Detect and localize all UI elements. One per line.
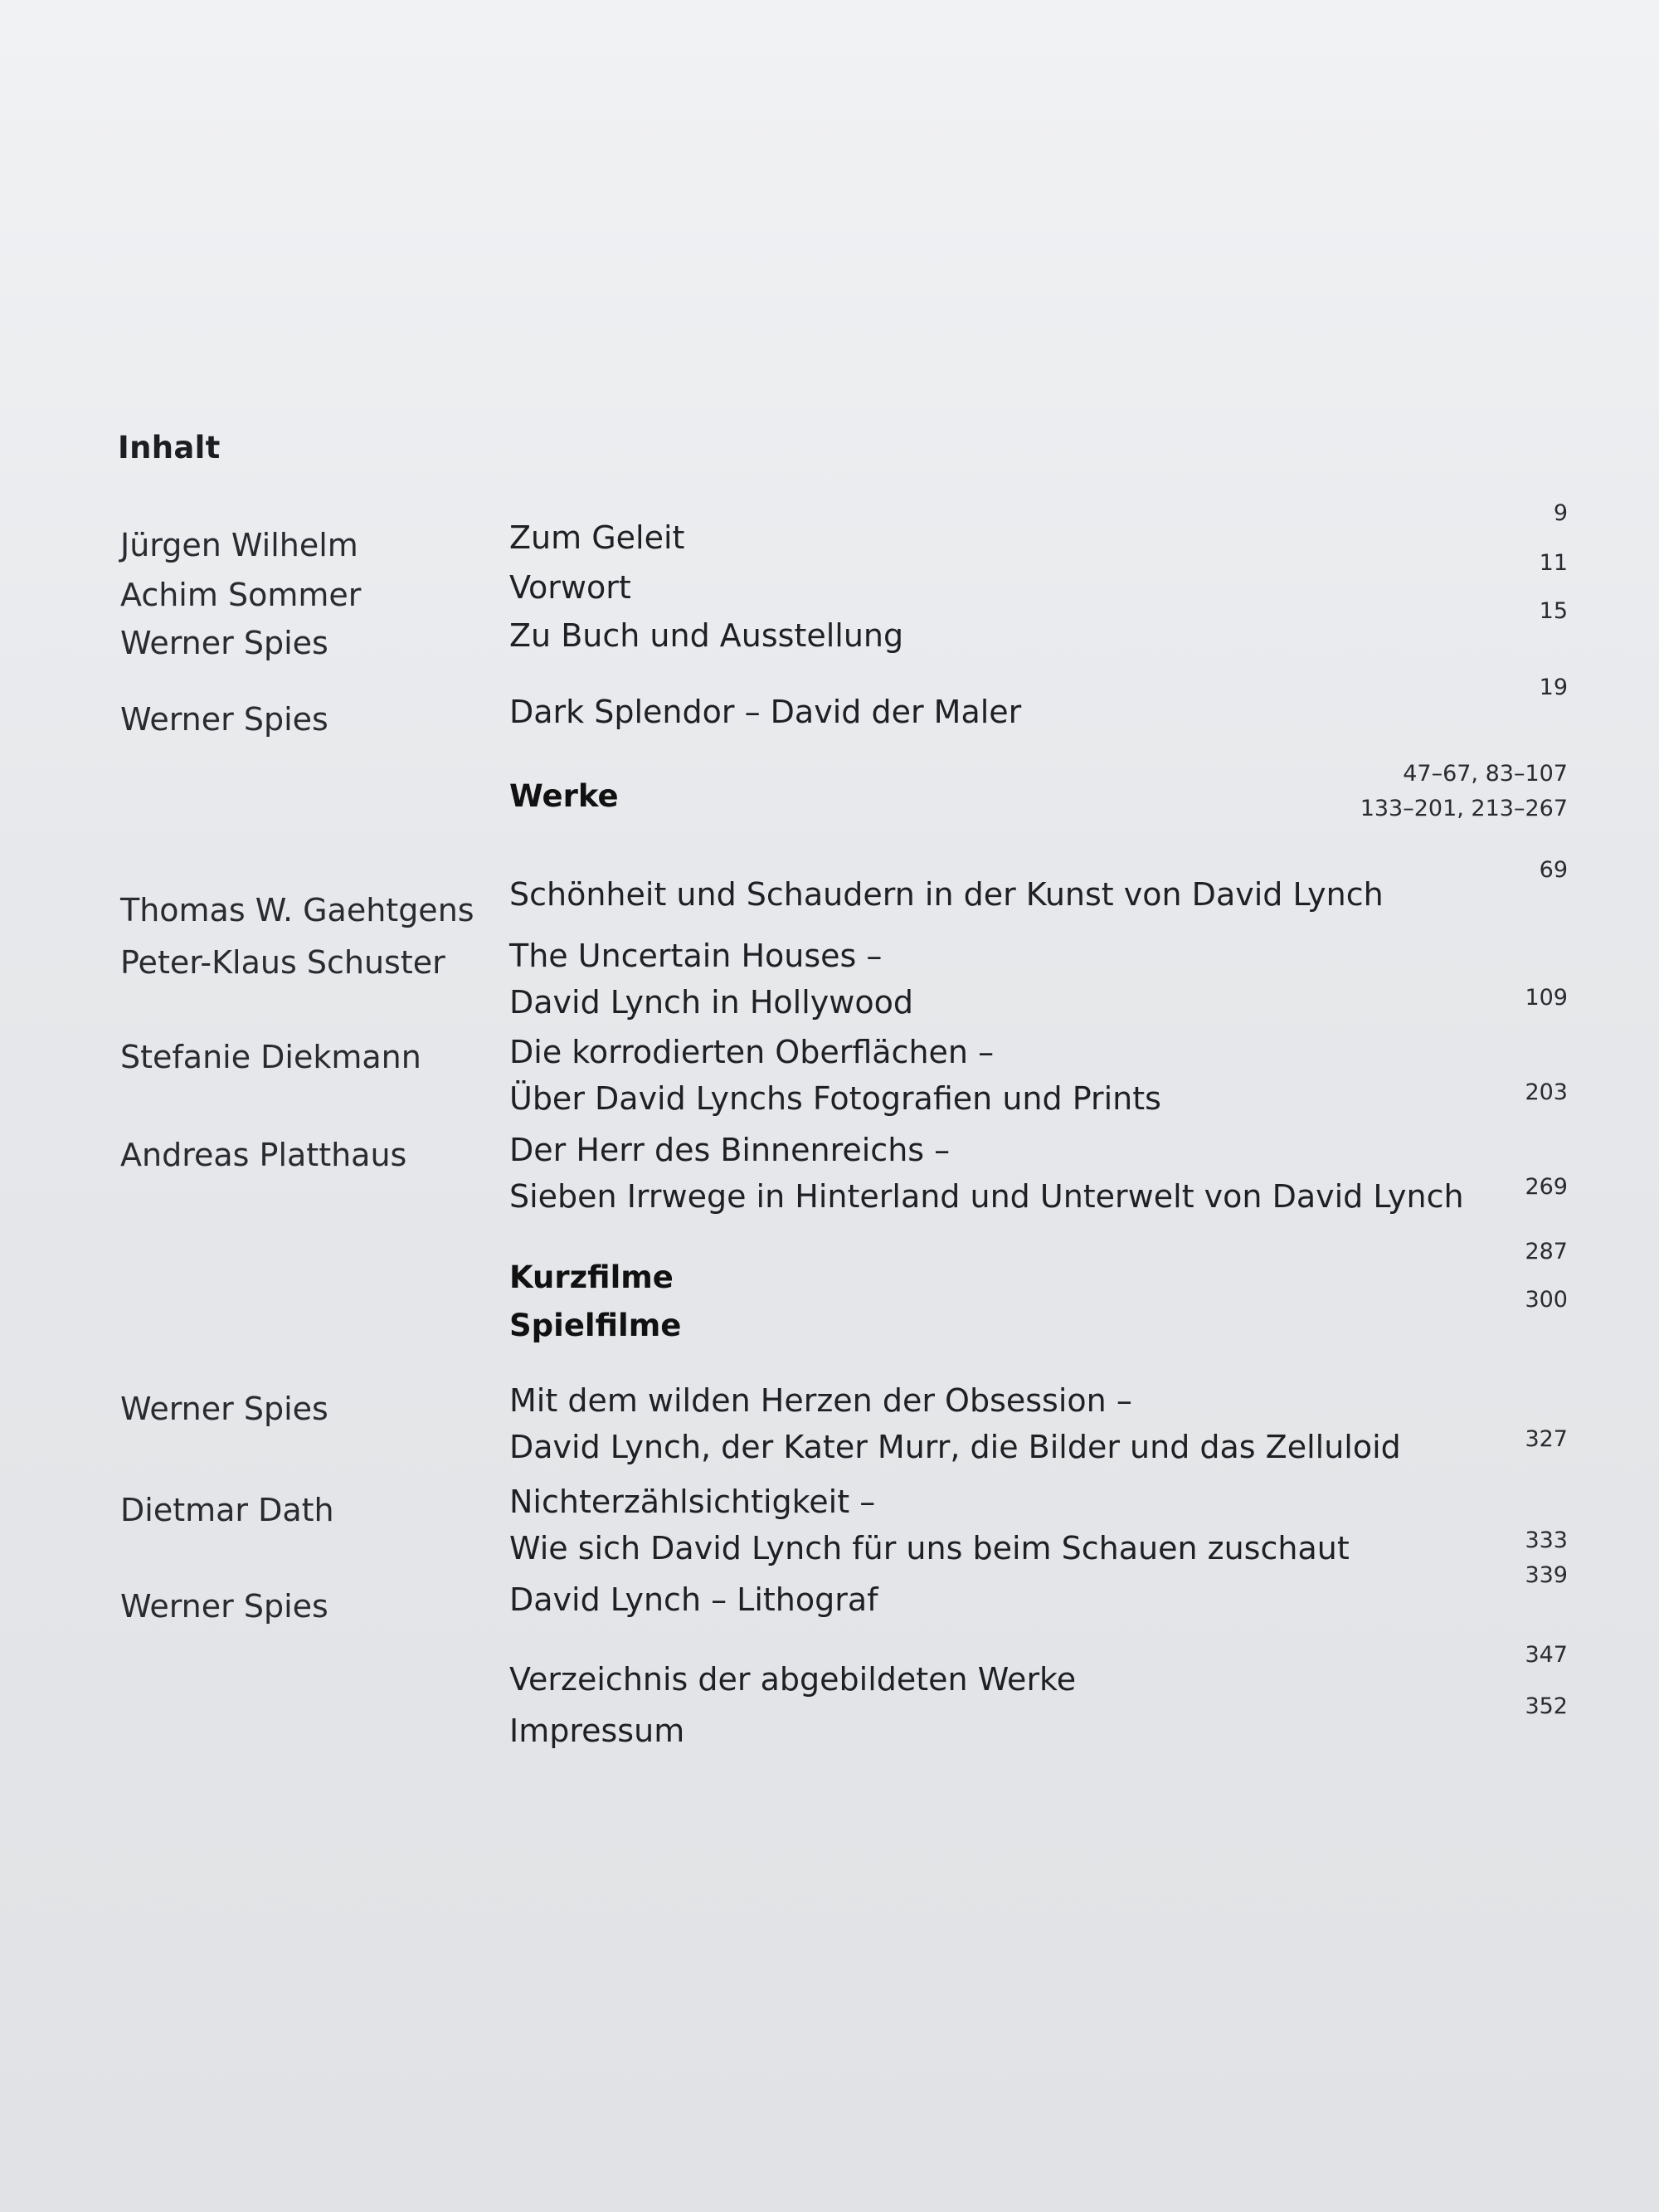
toc-page-number [1540, 594, 1568, 629]
toc-heading: Inhalt [118, 430, 221, 465]
toc-title-line: David Lynch, der Kater Murr, die Bilder und das Zelluloid [509, 1429, 1401, 1465]
toc-title-line: Schönheit und Schaudern in der Kunst von David Lynch [509, 876, 1384, 913]
page-number-line: 347 [1525, 1642, 1568, 1668]
toc-page-number [1554, 496, 1568, 531]
toc-page-number [1525, 1689, 1568, 1724]
toc-title-line: Impressum [509, 1713, 685, 1749]
toc-title [509, 689, 1488, 735]
page-number-line: 287 [1525, 1239, 1568, 1264]
toc-author: Werner Spies [120, 1391, 328, 1427]
page-number-line: 203 [1525, 1079, 1568, 1105]
toc-author: Jürgen Wilhelm [120, 527, 358, 563]
toc-author: Peter-Klaus Schuster [120, 944, 445, 981]
toc-title-line: Wie sich David Lynch für uns beim Schauen zuschaut [509, 1530, 1350, 1566]
page-number-line: 15 [1539, 598, 1568, 624]
toc-title [509, 1576, 1488, 1623]
toc-section-title: Werke [509, 778, 619, 814]
toc-author: Werner Spies [120, 625, 328, 661]
page-number-line: 269 [1525, 1174, 1568, 1200]
page-number-line: 300 [1525, 1287, 1568, 1313]
toc-title [509, 1479, 1488, 1571]
toc-title-line: Vorwort [509, 569, 631, 606]
toc-title-line: Die korrodierten Oberflächen – [509, 1034, 995, 1070]
toc-title [509, 773, 1488, 820]
toc-title [509, 514, 1488, 561]
page-number-line: 109 [1525, 985, 1568, 1011]
toc-title [509, 1127, 1488, 1220]
toc-author: Werner Spies [120, 701, 328, 738]
toc-title [509, 1377, 1488, 1470]
page-number-line: 333 [1525, 1527, 1568, 1553]
toc-author: Thomas W. Gaehtgens [120, 892, 474, 928]
toc-title-line: Verzeichnis der abgebildeten Werke [509, 1661, 1077, 1698]
toc-section-title: Kurzfilme [509, 1259, 674, 1295]
toc-title-line: Sieben Irrwege in Hinterland und Unterwelt von David Lynch [509, 1178, 1464, 1215]
toc-page-number [1525, 1283, 1568, 1318]
toc-page-number [1525, 1638, 1568, 1673]
page-number-line: 9 [1553, 500, 1568, 526]
toc-title [509, 1656, 1488, 1703]
toc-title [509, 1029, 1488, 1122]
page-number-line: 19 [1539, 675, 1568, 700]
toc-author: Andreas Platthaus [120, 1137, 407, 1173]
toc-title [509, 612, 1488, 659]
toc-section-title: Spielfilme [509, 1308, 682, 1343]
toc-author: Stefanie Diekmann [120, 1039, 421, 1075]
toc-title-line: Nichterzählsichtigkeit – [509, 1484, 876, 1520]
toc-author: Achim Sommer [120, 577, 362, 613]
toc-page-number [1540, 546, 1568, 581]
toc-page-number [1525, 1075, 1568, 1110]
page-number-line: 47–67, 83–107 [1403, 761, 1568, 787]
page-number-line: 69 [1539, 857, 1568, 883]
toc-author: Werner Spies [120, 1588, 328, 1625]
toc-author: Dietmar Dath [120, 1492, 334, 1528]
page-number-line: 11 [1539, 550, 1568, 576]
toc-title-line: Zu Buch und Ausstellung [509, 617, 904, 654]
page-number-line: 339 [1525, 1562, 1568, 1588]
toc-page-number [1360, 757, 1568, 826]
toc-page-number [1525, 1523, 1568, 1558]
toc-title [509, 1708, 1488, 1754]
toc-page-number [1525, 1235, 1568, 1269]
page-number-line: 352 [1525, 1693, 1568, 1719]
toc-title-line: David Lynch – Lithograf [509, 1581, 878, 1618]
toc-title-line: Zum Geleit [509, 519, 685, 556]
toc-page-number [1525, 981, 1568, 1016]
toc-page-number [1540, 853, 1568, 888]
toc-title [509, 933, 1488, 1026]
toc-title-line: Dark Splendor – David der Maler [509, 694, 1022, 730]
toc-page-number [1525, 1170, 1568, 1205]
toc-title [509, 871, 1488, 918]
page-number-line: 327 [1525, 1426, 1568, 1452]
toc-page-number [1525, 1558, 1568, 1593]
toc-title [509, 1303, 1488, 1349]
toc-title-line: Der Herr des Binnenreichs – [509, 1132, 951, 1168]
toc-title-line: Über David Lynchs Fotografien und Prints [509, 1080, 1161, 1117]
toc-page-number [1540, 670, 1568, 705]
page-number-line: 133–201, 213–267 [1360, 796, 1568, 821]
toc-title-line: The Uncertain Houses – [509, 938, 883, 974]
toc-title-line: Mit dem wilden Herzen der Obsession – [509, 1382, 1132, 1419]
toc-title [509, 1255, 1488, 1301]
toc-title-line: David Lynch in Hollywood [509, 984, 913, 1021]
toc-title [509, 564, 1488, 611]
toc-page-number [1525, 1422, 1568, 1457]
